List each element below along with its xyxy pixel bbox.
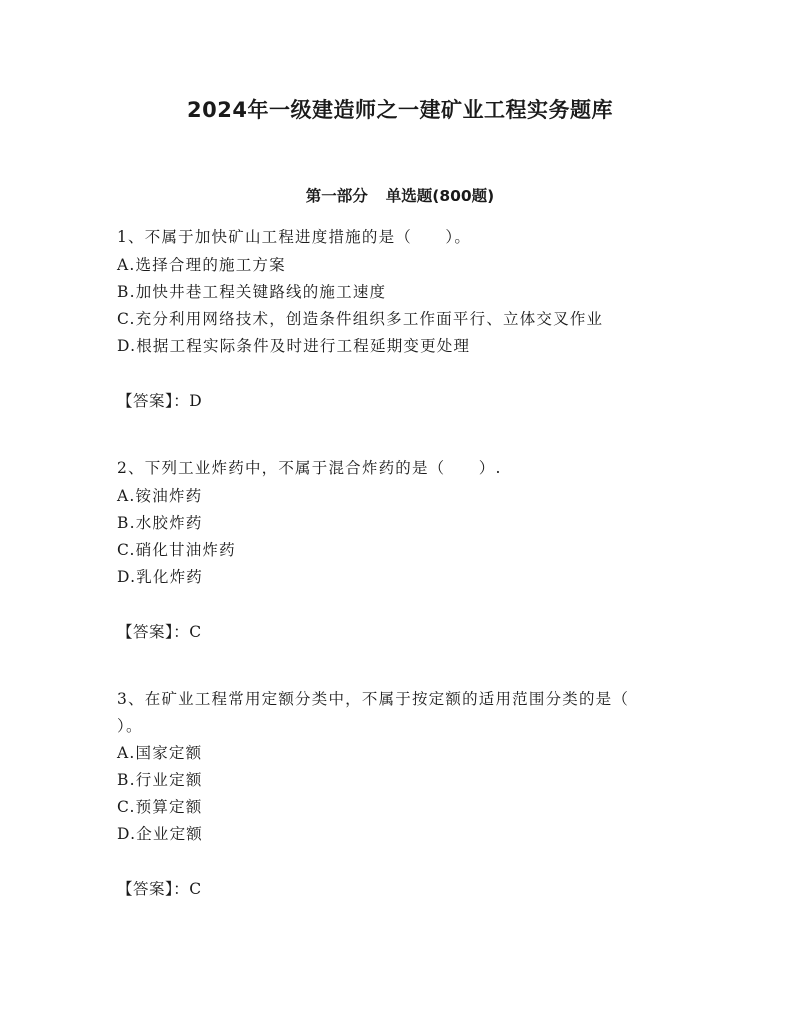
section-part: 第一部分 [305,187,368,205]
question-stem: 3、在矿业工程常用定额分类中，不属于按定额的适用范围分类的是（ [117,690,630,708]
answer-line: 【答案】：C [117,623,202,641]
answer-line: 【答案】：C [117,880,202,898]
option-c: C.充分利用网络技术，创造条件组织多工作面平行、立体交叉作业 [117,310,604,328]
option-a: A.选择合理的施工方案 [117,256,286,274]
document-title: 2024年一级建造师之一建矿业工程实务题库 [187,98,613,122]
option-a: A.国家定额 [117,744,203,762]
question-stem: 1、不属于加快矿山工程进度措施的是（ ）。 [117,228,472,246]
question-stem: 2、下列工业炸药中，不属于混合炸药的是（ ）. [117,459,502,477]
option-d: D.乳化炸药 [117,568,204,586]
question-stem-continued: ）。 [117,717,143,735]
answer-line: 【答案】：D [117,392,203,410]
section-heading [0,184,800,206]
option-b: B.行业定额 [117,771,203,789]
option-a: A.铵油炸药 [117,487,203,505]
section-type: 单选题(800题) [385,187,495,205]
option-d: D.企业定额 [117,825,204,843]
option-c: C.硝化甘油炸药 [117,541,236,559]
option-d: D.根据工程实际条件及时进行工程延期变更处理 [117,337,471,355]
option-c: C.预算定额 [117,798,203,816]
option-b: B.水胶炸药 [117,514,203,532]
option-b: B.加快井巷工程关键路线的施工速度 [117,283,387,301]
